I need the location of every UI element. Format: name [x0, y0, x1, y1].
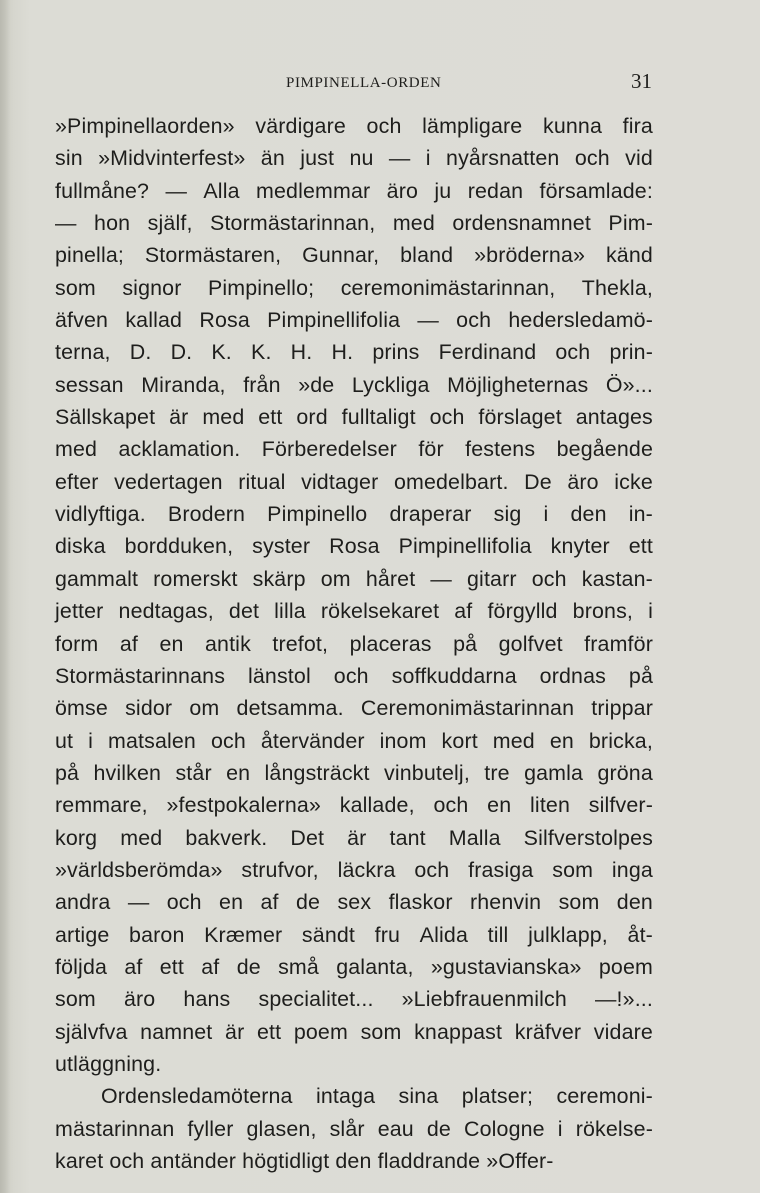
- text-line: mästarinnan fyller glasen, slår eau de Cologne i rökelse-: [55, 1116, 653, 1141]
- text-line: på hvilken står en långsträckt vinbutelj, tre gamla gröna: [55, 760, 653, 785]
- text-line: diska bordduken, syster Rosa Pimpinellifolia knyter ett: [55, 534, 653, 559]
- text-line: efter vedertagen ritual vidtager omedelbart. De äro icke: [55, 469, 653, 494]
- gutter-shadow: [0, 0, 10, 1193]
- text-line: fullmåne? — Alla medlemmar äro ju redan församlade:: [55, 178, 653, 203]
- text-line: med acklamation. Förberedelser för festens begående: [55, 437, 653, 462]
- text-line: ömse sidor om detsamma. Ceremonimästarinnan trippar: [55, 696, 653, 721]
- text-line: följda af ett af de små galanta, »gustavianska» poem: [55, 954, 653, 979]
- text-line: terna, D. D. K. K. H. H. prins Ferdinand och prin-: [55, 340, 653, 365]
- text-line: som äro hans specialitet... »Liebfrauenmilch —!»...: [55, 987, 653, 1012]
- running-head: [56, 69, 652, 96]
- text-line: sessan Miranda, från »de Lyckliga Möjligheternas Ö»...: [55, 372, 653, 397]
- text-line: Sällskapet är med ett ord fulltaligt och förslaget antages: [55, 405, 653, 430]
- text-line: självfva namnet är ett poem som knappast kräfver vidare: [55, 1019, 653, 1044]
- text-line: karet och antänder högtidligt den fladdrande »Offer-: [55, 1149, 554, 1173]
- body-text: [55, 110, 653, 1177]
- text-line: remmare, »festpokalerna» kallade, och en liten silfver-: [55, 793, 653, 818]
- text-line: ut i matsalen och återvänder inom kort med en bricka,: [55, 728, 653, 753]
- text-line: »Pimpinellaorden» värdigare och lämpligare kunna fira: [55, 114, 653, 138]
- text-line: korg med bakverk. Det är tant Malla Silfverstolpes: [55, 825, 653, 850]
- text-line: utläggning.: [55, 1051, 162, 1076]
- text-line: jetter nedtagas, det lilla rökelsekaret af förgylld brons, i: [55, 599, 653, 624]
- text-line: andra — och en af de sex flaskor rhenvin som den: [55, 890, 653, 915]
- text-line: Ordensledamöterna intaga sina platser; ceremoni-: [101, 1084, 653, 1109]
- text-line: Stormästarinnans länstol och soffkuddarna ordnas på: [55, 663, 653, 688]
- text-line: »världsberömda» strufvor, läckra och frasiga som inga: [55, 857, 653, 882]
- text-line: sin »Midvinterfest» än just nu — i nyårsnatten och vid: [55, 146, 653, 171]
- page-number: 31: [631, 69, 652, 93]
- running-title: PIMPINELLA-ORDEN: [286, 75, 442, 91]
- text-line: äfven kallad Rosa Pimpinellifolia — och hedersledamö-: [55, 308, 653, 333]
- text-line: artige baron Kræmer sändt fru Alida till julklapp, åt-: [55, 922, 653, 947]
- text-line: pinella; Stormästaren, Gunnar, bland »bröderna» känd: [55, 243, 653, 268]
- text-line: gammalt romerskt skärp om håret — gitarr och kastan-: [55, 566, 653, 591]
- text-line: vidlyftiga. Brodern Pimpinello draperar sig i den in-: [55, 502, 653, 527]
- text-line: form af en antik trefot, placeras på golfvet framför: [55, 631, 653, 656]
- text-line: som signor Pimpinello; ceremonimästarinnan, Thekla,: [55, 275, 653, 300]
- text-line: — hon själf, Stormästarinnan, med ordensnamnet Pim-: [55, 211, 653, 236]
